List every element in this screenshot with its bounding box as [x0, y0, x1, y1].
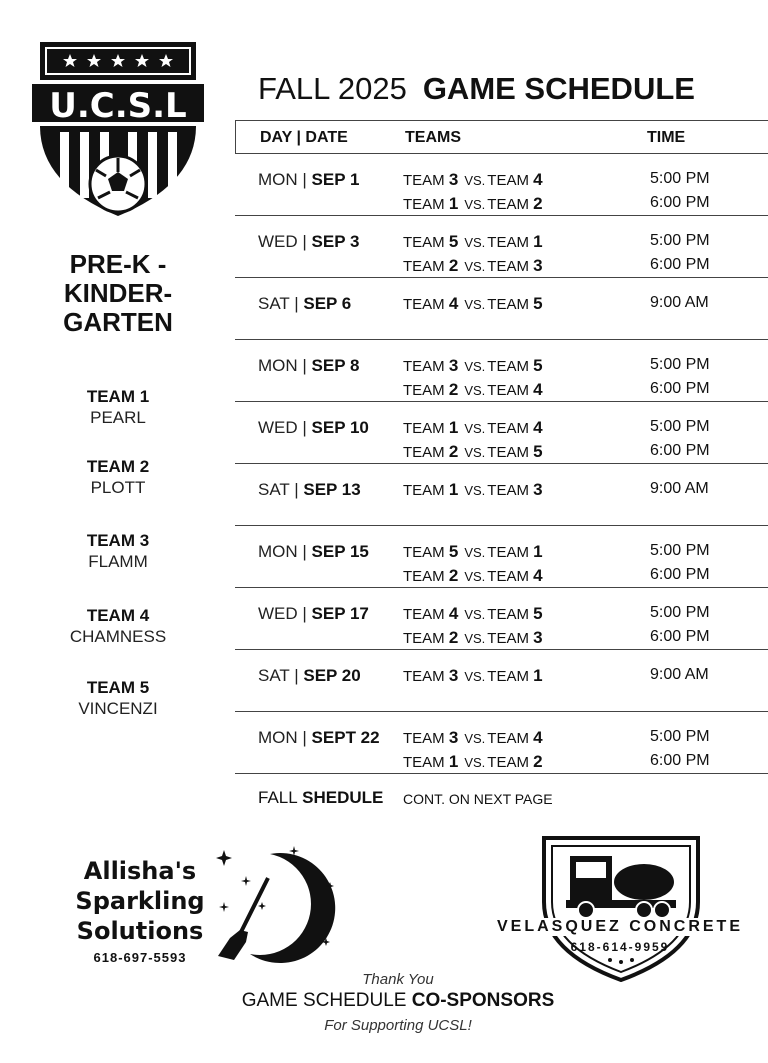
game-time: 5:00 PM [650, 232, 710, 249]
team-number: TEAM 5 [86, 678, 150, 697]
game-date: SEP 13 [303, 480, 361, 499]
day-date [258, 418, 369, 438]
home-team-number: 1 [448, 480, 459, 499]
matchup [403, 480, 543, 500]
versus-label: VS. [464, 631, 486, 646]
day-of-week: SAT | [258, 666, 299, 685]
matchup [403, 728, 543, 748]
team-word: TEAM [487, 296, 529, 313]
matchup [403, 356, 543, 376]
team-word: TEAM [487, 754, 529, 771]
team-word: TEAM [403, 544, 445, 561]
game-date: SEP 1 [311, 170, 360, 189]
versus-label: VS. [464, 297, 486, 312]
day-date [258, 666, 361, 686]
team-number: TEAM 1 [86, 387, 150, 406]
game-time: 9:00 AM [650, 294, 709, 311]
home-team-number: 2 [448, 566, 459, 585]
schedule-row [235, 154, 768, 216]
day-of-week: WED | [258, 418, 307, 437]
versus-label: VS. [464, 421, 486, 436]
matchup [403, 542, 543, 562]
home-team-number: 1 [448, 194, 459, 213]
table-body [235, 154, 768, 774]
matchup [403, 666, 543, 686]
team-word: TEAM [403, 568, 445, 585]
versus-label: VS. [464, 359, 486, 374]
continued-note: CONT. ON NEXT PAGE [403, 791, 553, 807]
game-time: 9:00 AM [650, 480, 709, 497]
matchup [403, 628, 543, 648]
versus-label: VS. [464, 383, 486, 398]
game-time: 5:00 PM [650, 170, 710, 187]
team-name: PEARL [90, 408, 146, 427]
day-of-week: MON | [258, 170, 307, 189]
day-of-week: SAT | [258, 480, 299, 499]
schedule-row [235, 712, 768, 774]
away-team-number: 4 [533, 170, 543, 189]
allisha-phone: 618-697-5593 [93, 950, 187, 965]
matchup [403, 294, 543, 314]
team-word: TEAM [403, 358, 445, 375]
home-team-number: 5 [448, 232, 459, 251]
thank-you-text: Thank You [362, 971, 434, 988]
team-word: TEAM [487, 258, 529, 275]
away-team-number: 4 [533, 728, 543, 747]
division-line-1: PRE-K - [69, 249, 167, 279]
footer-fall: FALL [258, 788, 298, 807]
day-date [258, 728, 380, 748]
team-word: TEAM [487, 234, 529, 251]
versus-label: VS. [464, 235, 486, 250]
season-label: FALL 2025 [258, 71, 407, 106]
matchup [403, 232, 543, 252]
sponsor-allisha [70, 842, 340, 972]
versus-label: VS. [464, 607, 486, 622]
versus-label: VS. [464, 259, 486, 274]
matchup [403, 170, 543, 190]
game-time: 5:00 PM [650, 542, 710, 559]
matchup [403, 566, 543, 586]
home-team-number: 3 [448, 666, 459, 685]
day-of-week: MON | [258, 356, 307, 375]
team-word: TEAM [487, 482, 529, 499]
matchup [403, 418, 543, 438]
schedule-row [235, 216, 768, 278]
game-time: 6:00 PM [650, 380, 710, 397]
division-line-3: GARTEN [63, 307, 173, 337]
schedule-row [235, 464, 768, 526]
day-of-week: MON | [258, 542, 307, 561]
logo-text: U.C.S.L [49, 86, 187, 126]
header-time: TIME [647, 129, 686, 146]
versus-label: VS. [464, 483, 486, 498]
day-of-week: WED | [258, 604, 307, 623]
matchup [403, 752, 543, 772]
away-team-number: 4 [533, 566, 543, 585]
home-team-number: 4 [448, 604, 459, 623]
away-team-number: 3 [533, 256, 543, 275]
team-roster-item [20, 386, 216, 428]
team-word: TEAM [487, 730, 529, 747]
home-team-number: 2 [448, 628, 459, 647]
division-label [20, 250, 216, 337]
team-word: TEAM [403, 630, 445, 647]
matchup [403, 604, 543, 624]
day-date [258, 232, 359, 252]
game-time: 5:00 PM [650, 728, 710, 745]
sponsor-velasquez [480, 832, 760, 982]
footer-schedule: SHEDULE [302, 788, 384, 807]
game-date: SEP 6 [303, 294, 352, 313]
day-date [258, 170, 359, 190]
team-word: TEAM [487, 606, 529, 623]
team-number: TEAM 4 [86, 606, 150, 625]
game-time: 6:00 PM [650, 442, 710, 459]
schedule-title [258, 70, 695, 108]
team-word: TEAM [403, 172, 445, 189]
team-word: TEAM [403, 234, 445, 251]
team-word: TEAM [403, 258, 445, 275]
matchup [403, 256, 543, 276]
home-team-number: 4 [448, 294, 459, 313]
allisha-line-2: Sparkling [75, 887, 205, 915]
schedule-row [235, 278, 768, 340]
matchup [403, 442, 543, 462]
division-line-2: KINDER- [63, 278, 173, 308]
team-name: VINCENZI [78, 699, 158, 718]
header-teams: TEAMS [405, 129, 461, 146]
schedule-row [235, 402, 768, 464]
team-word: TEAM [487, 172, 529, 189]
team-word: TEAM [403, 296, 445, 313]
game-time: 6:00 PM [650, 566, 710, 583]
team-word: TEAM [487, 630, 529, 647]
game-time: 5:00 PM [650, 418, 710, 435]
game-time: 9:00 AM [650, 666, 709, 683]
versus-label: VS. [464, 173, 486, 188]
team-name: CHAMNESS [69, 627, 167, 646]
velasquez-name: VELASQUEZ CONCRETE [480, 918, 760, 936]
team-roster-item [20, 456, 216, 498]
schedule-heading: GAME SCHEDULE [422, 71, 695, 106]
game-time: 6:00 PM [650, 752, 710, 769]
broom-sparkle-icon [210, 842, 340, 967]
home-team-number: 3 [448, 728, 459, 747]
team-word: TEAM [403, 606, 445, 623]
cosponsors-heading [0, 990, 768, 1012]
fall-schedule-label [258, 788, 383, 808]
game-date: SEP 17 [311, 604, 369, 623]
away-team-number: 1 [533, 542, 543, 561]
velasquez-phone: 618-614-9959 [570, 940, 670, 954]
home-team-number: 3 [448, 170, 459, 189]
away-team-number: 1 [533, 666, 543, 685]
concrete-mixer-truck-icon [536, 832, 706, 982]
day-date [258, 604, 369, 624]
team-word: TEAM [403, 420, 445, 437]
day-date [258, 542, 369, 562]
day-of-week: MON | [258, 728, 307, 747]
team-word: TEAM [487, 420, 529, 437]
header-day-date: DAY | DATE [260, 129, 348, 146]
table-header [235, 120, 768, 154]
day-of-week: WED | [258, 232, 307, 251]
team-word: TEAM [403, 196, 445, 213]
game-time: 6:00 PM [650, 194, 710, 211]
team-word: TEAM [487, 382, 529, 399]
team-word: TEAM [403, 482, 445, 499]
team-word: TEAM [487, 544, 529, 561]
away-team-number: 5 [533, 442, 543, 461]
game-date: SEP 10 [311, 418, 369, 437]
team-number: TEAM 2 [86, 457, 150, 476]
away-team-number: 5 [533, 356, 543, 375]
allisha-logo-text [70, 856, 210, 946]
home-team-number: 3 [448, 356, 459, 375]
team-roster-item [20, 530, 216, 572]
home-team-number: 2 [448, 256, 459, 275]
game-time: 6:00 PM [650, 628, 710, 645]
versus-label: VS. [464, 197, 486, 212]
team-name: FLAMM [88, 552, 148, 571]
game-date: SEP 20 [303, 666, 361, 685]
day-date [258, 480, 361, 500]
versus-label: VS. [464, 545, 486, 560]
schedule-table [235, 120, 768, 774]
versus-label: VS. [464, 569, 486, 584]
away-team-number: 2 [533, 194, 543, 213]
game-date: SEP 15 [311, 542, 369, 561]
team-word: TEAM [487, 196, 529, 213]
day-of-week: SAT | [258, 294, 299, 313]
cosponsors-prefix: GAME SCHEDULE [241, 990, 407, 1011]
game-time: 5:00 PM [650, 356, 710, 373]
ucsl-shield-logo [26, 34, 210, 220]
team-word: TEAM [403, 444, 445, 461]
day-date [258, 294, 351, 314]
team-word: TEAM [403, 382, 445, 399]
schedule-row [235, 340, 768, 402]
team-roster-item [20, 605, 216, 647]
versus-label: VS. [464, 755, 486, 770]
schedule-row [235, 650, 768, 712]
allisha-line-3: Solutions [76, 917, 204, 945]
away-team-number: 4 [533, 418, 543, 437]
game-date: SEP 3 [311, 232, 360, 251]
cosponsors-label: CO-SPONSORS [411, 990, 555, 1011]
team-roster-item [20, 677, 216, 719]
game-time: 6:00 PM [650, 256, 710, 273]
team-word: TEAM [403, 754, 445, 771]
away-team-number: 3 [533, 480, 543, 499]
away-team-number: 4 [533, 380, 543, 399]
home-team-number: 2 [448, 442, 459, 461]
away-team-number: 5 [533, 294, 543, 313]
team-word: TEAM [487, 358, 529, 375]
matchup [403, 194, 543, 214]
home-team-number: 1 [448, 418, 459, 437]
day-date [258, 356, 359, 376]
away-team-number: 2 [533, 752, 543, 771]
allisha-line-1: Allisha's [83, 857, 197, 885]
team-name: PLOTT [90, 478, 146, 497]
versus-label: VS. [464, 669, 486, 684]
team-word: TEAM [403, 730, 445, 747]
home-team-number: 1 [448, 752, 459, 771]
game-date: SEPT 22 [311, 728, 380, 747]
support-text: For Supporting UCSL! [324, 1017, 472, 1034]
away-team-number: 3 [533, 628, 543, 647]
home-team-number: 5 [448, 542, 459, 561]
schedule-row [235, 526, 768, 588]
team-word: TEAM [403, 668, 445, 685]
game-date: SEP 8 [311, 356, 360, 375]
home-team-number: 2 [448, 380, 459, 399]
schedule-row [235, 588, 768, 650]
team-word: TEAM [487, 668, 529, 685]
versus-label: VS. [464, 445, 486, 460]
team-word: TEAM [487, 444, 529, 461]
matchup [403, 380, 543, 400]
away-team-number: 5 [533, 604, 543, 623]
versus-label: VS. [464, 731, 486, 746]
team-word: TEAM [487, 568, 529, 585]
team-number: TEAM 3 [86, 531, 150, 550]
away-team-number: 1 [533, 232, 543, 251]
game-time: 5:00 PM [650, 604, 710, 621]
